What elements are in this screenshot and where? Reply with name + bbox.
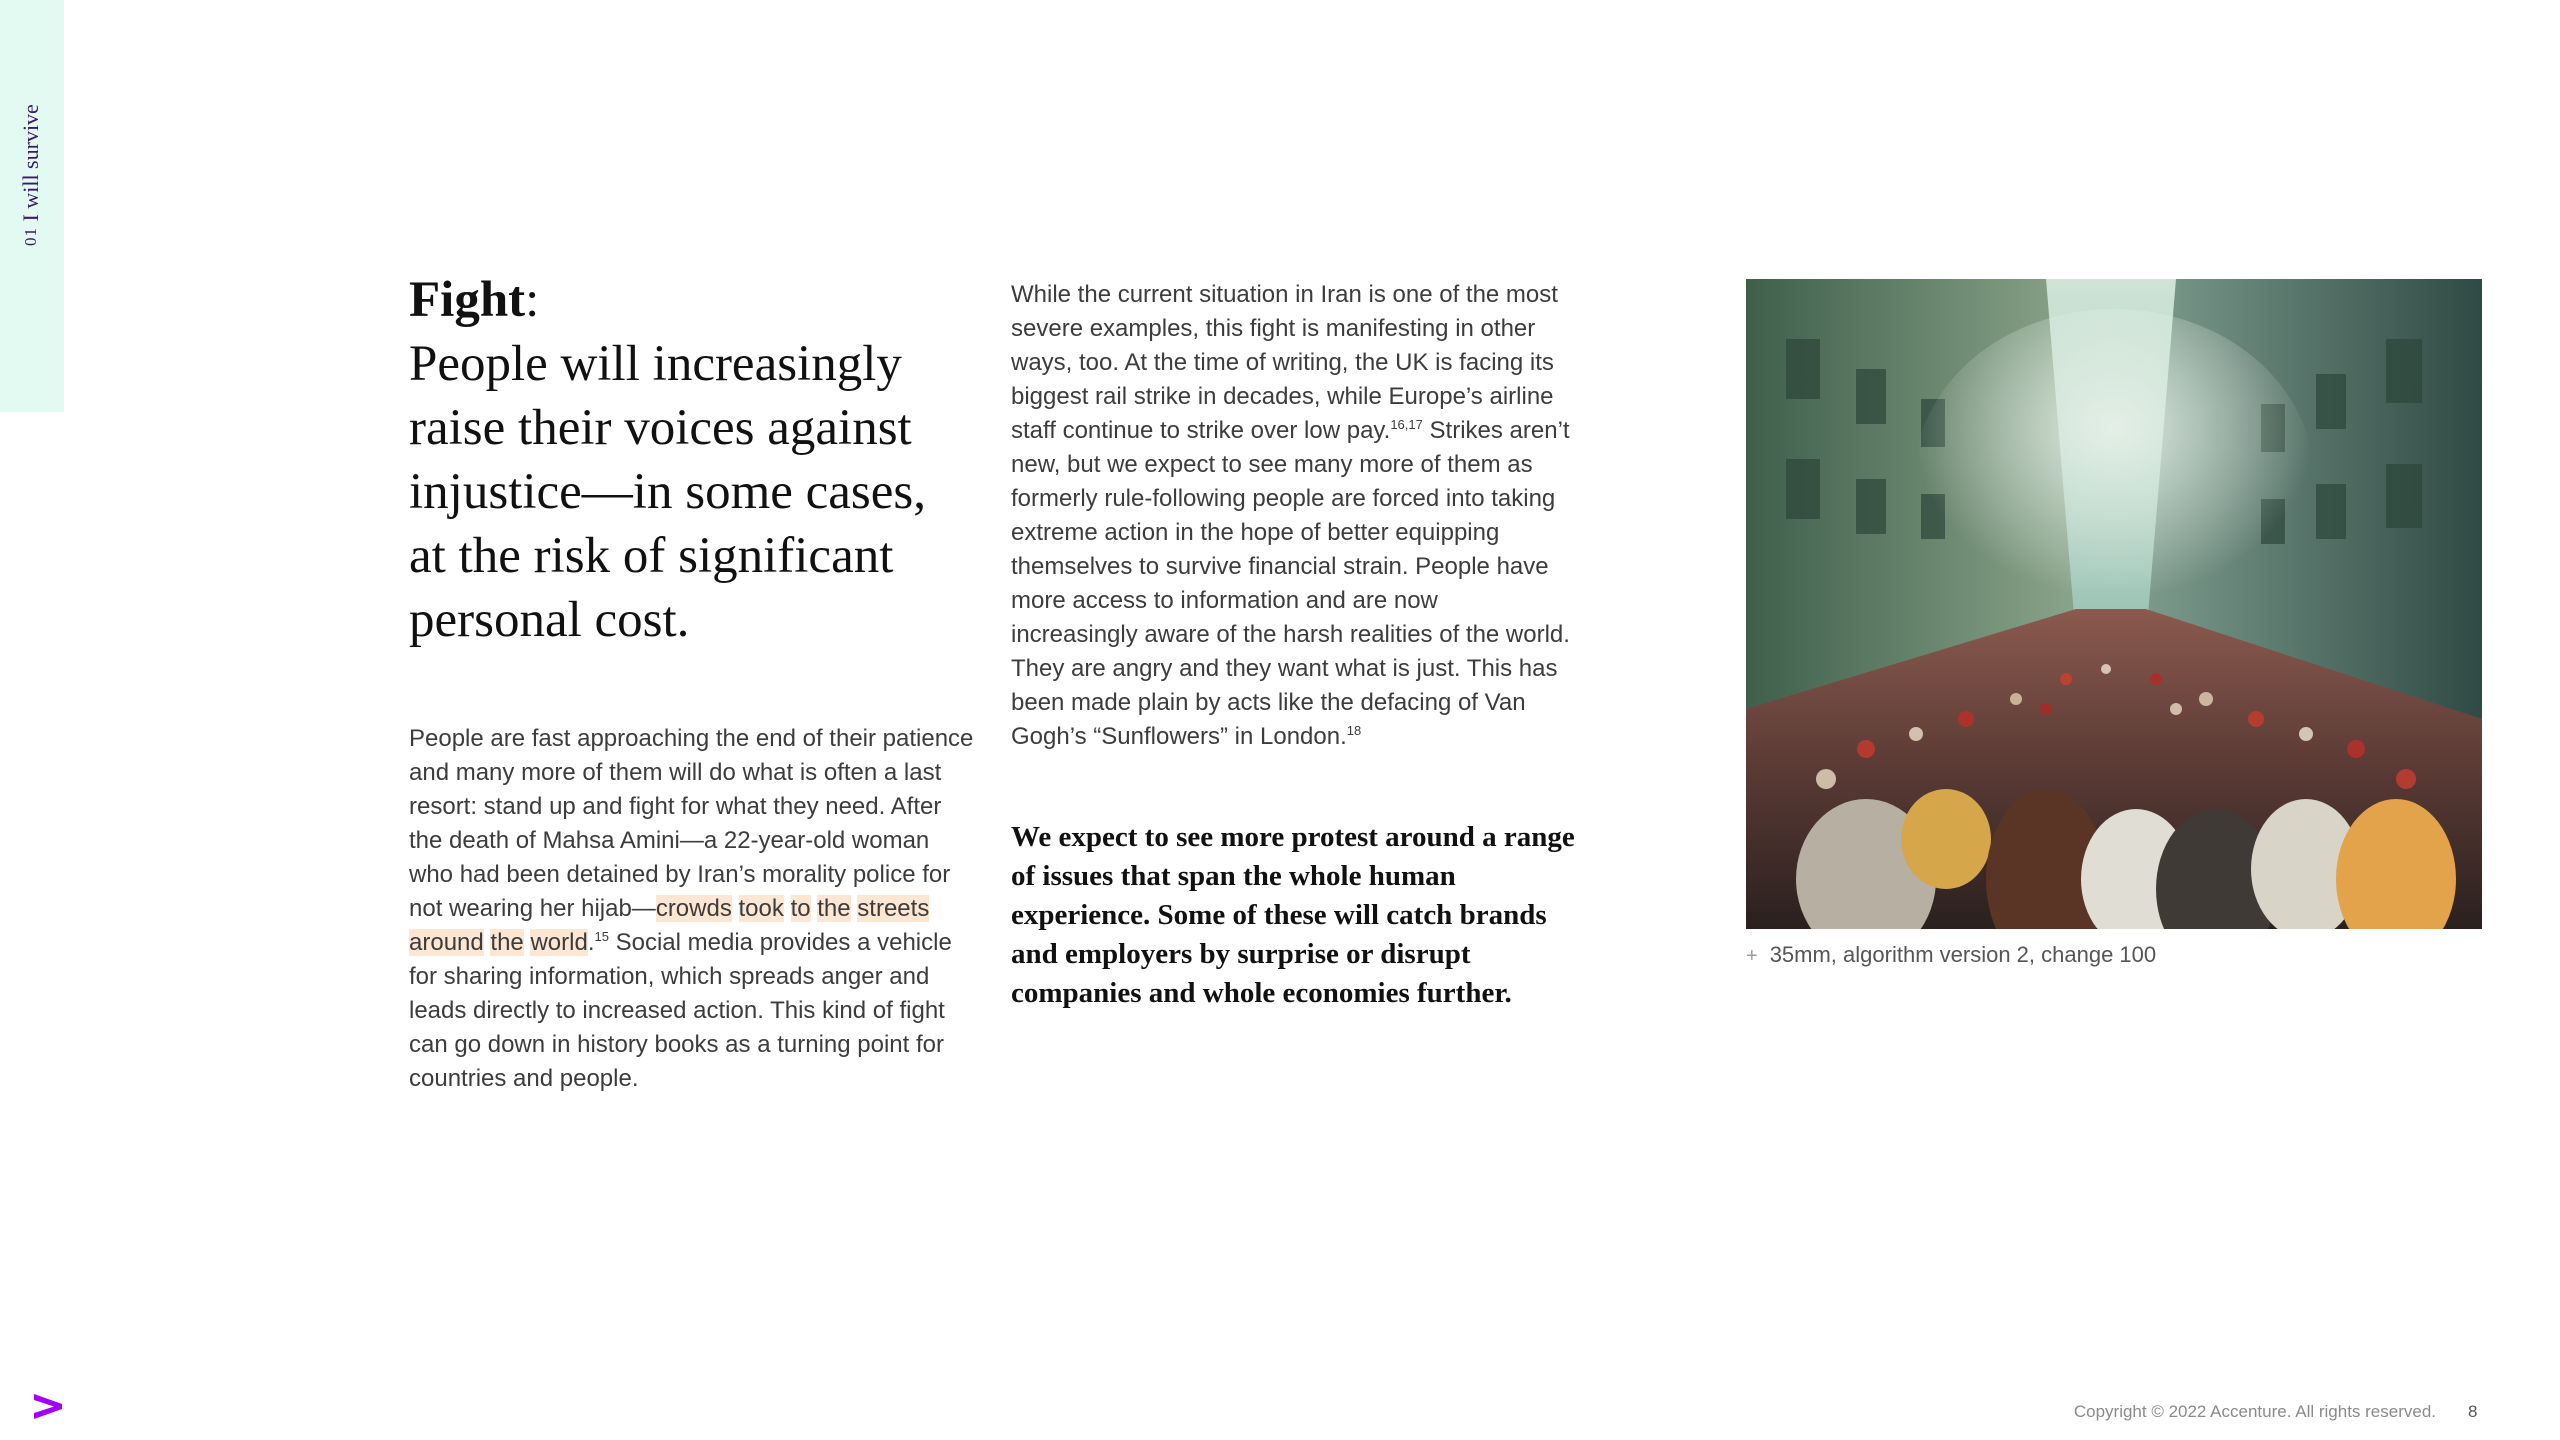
section-number: 01	[21, 226, 40, 246]
plus-icon: +	[1746, 945, 1758, 967]
highlight-word: world	[530, 929, 588, 956]
highlight-word: around	[409, 929, 484, 956]
paragraph-1-text-b: Social media provides a vehicle for sharing information, which spreads anger and leads directly to increased action. This kind of fight can go down in history books as a turning point for countries and people.	[409, 929, 952, 1092]
headline-text: People will increasingly raise their voices against injustice—in some cases, at the risk of significant personal cost.	[409, 336, 926, 648]
headline	[409, 268, 969, 652]
body-paragraph-2	[1011, 278, 1571, 754]
image-caption	[1746, 940, 2482, 971]
caption-text: 35mm, algorithm version 2, change 100	[1769, 942, 2157, 967]
paragraph-2-text-a: While the current situation in Iran is one of the most severe examples, this fight is manifesting in other ways, too. At the time of writing, the UK is facing its biggest rail strike in decades, while Europe’s airline staff continue to strike over low pay.	[1011, 281, 1558, 444]
body-paragraph-1: People are fast approaching the end of their patience and many more of them will do what is often a last resort: stand up and fight for what they need. After the death of Mahsa Amini—a 22-year-old woman who had been detained by Iran’s morality police for not wearing her hijab—crowds took to the streets around the world.$^{15}$ Social media provides a vehicle for sharing information, which spreads anger and leads directly to increased action. This kind of fight can go down in history books as a turning point for countries and people.	[409, 725, 974, 1092]
section-tab	[0, 0, 64, 412]
highlight-word: crowds	[655, 895, 732, 922]
headline-colon: :	[525, 272, 540, 328]
highlight-word: streets	[857, 895, 930, 922]
section-label	[14, 104, 48, 294]
highlight-word: the	[817, 895, 851, 922]
highlight-word: took	[738, 895, 784, 922]
footnote-ref[interactable]: 16,17	[1390, 417, 1423, 432]
crowd-street-photo	[1746, 279, 2482, 929]
highlight-word: to	[790, 895, 811, 922]
footnote-ref[interactable]: 18	[1346, 723, 1362, 738]
pull-quote: We expect to see more protest around a range of issues that span the whole human experience. Some of these will catch brands and employers by surprise or disrupt companies and whole economies further.	[1011, 821, 1575, 1009]
section-title: I will survive	[18, 104, 43, 222]
copyright-text: Copyright © 2022 Accenture. All rights reserved.	[2073, 1402, 2436, 1421]
accenture-logo[interactable]	[32, 1390, 64, 1422]
headline-label: Fight	[409, 272, 526, 328]
paragraph-1-text-a: People are fast approaching the end of their patience and many more of them will do what is often a last resort: stand up and fight for what they need. After the death of Mahsa Amini—a 22-year-old woman who had been detained by Iran’s morality police for not wearing her hijab—	[409, 725, 974, 922]
page-number: 8	[2468, 1402, 2478, 1421]
highlight-word: the	[490, 929, 524, 956]
paragraph-2-text-b: Strikes aren’t new, but we expect to see many more of them as formerly rule-following people are forced into taking extreme action in the hope of better equipping themselves to survive financial strain. People have more access to information and are now increasingly aware of the harsh realities of the world. They are angry and they want what is just. This has been made plain by acts like the defacing of Van Gogh’s “Sunflowers” in London.	[1011, 417, 1570, 750]
footnote-ref[interactable]: 15	[594, 929, 609, 944]
